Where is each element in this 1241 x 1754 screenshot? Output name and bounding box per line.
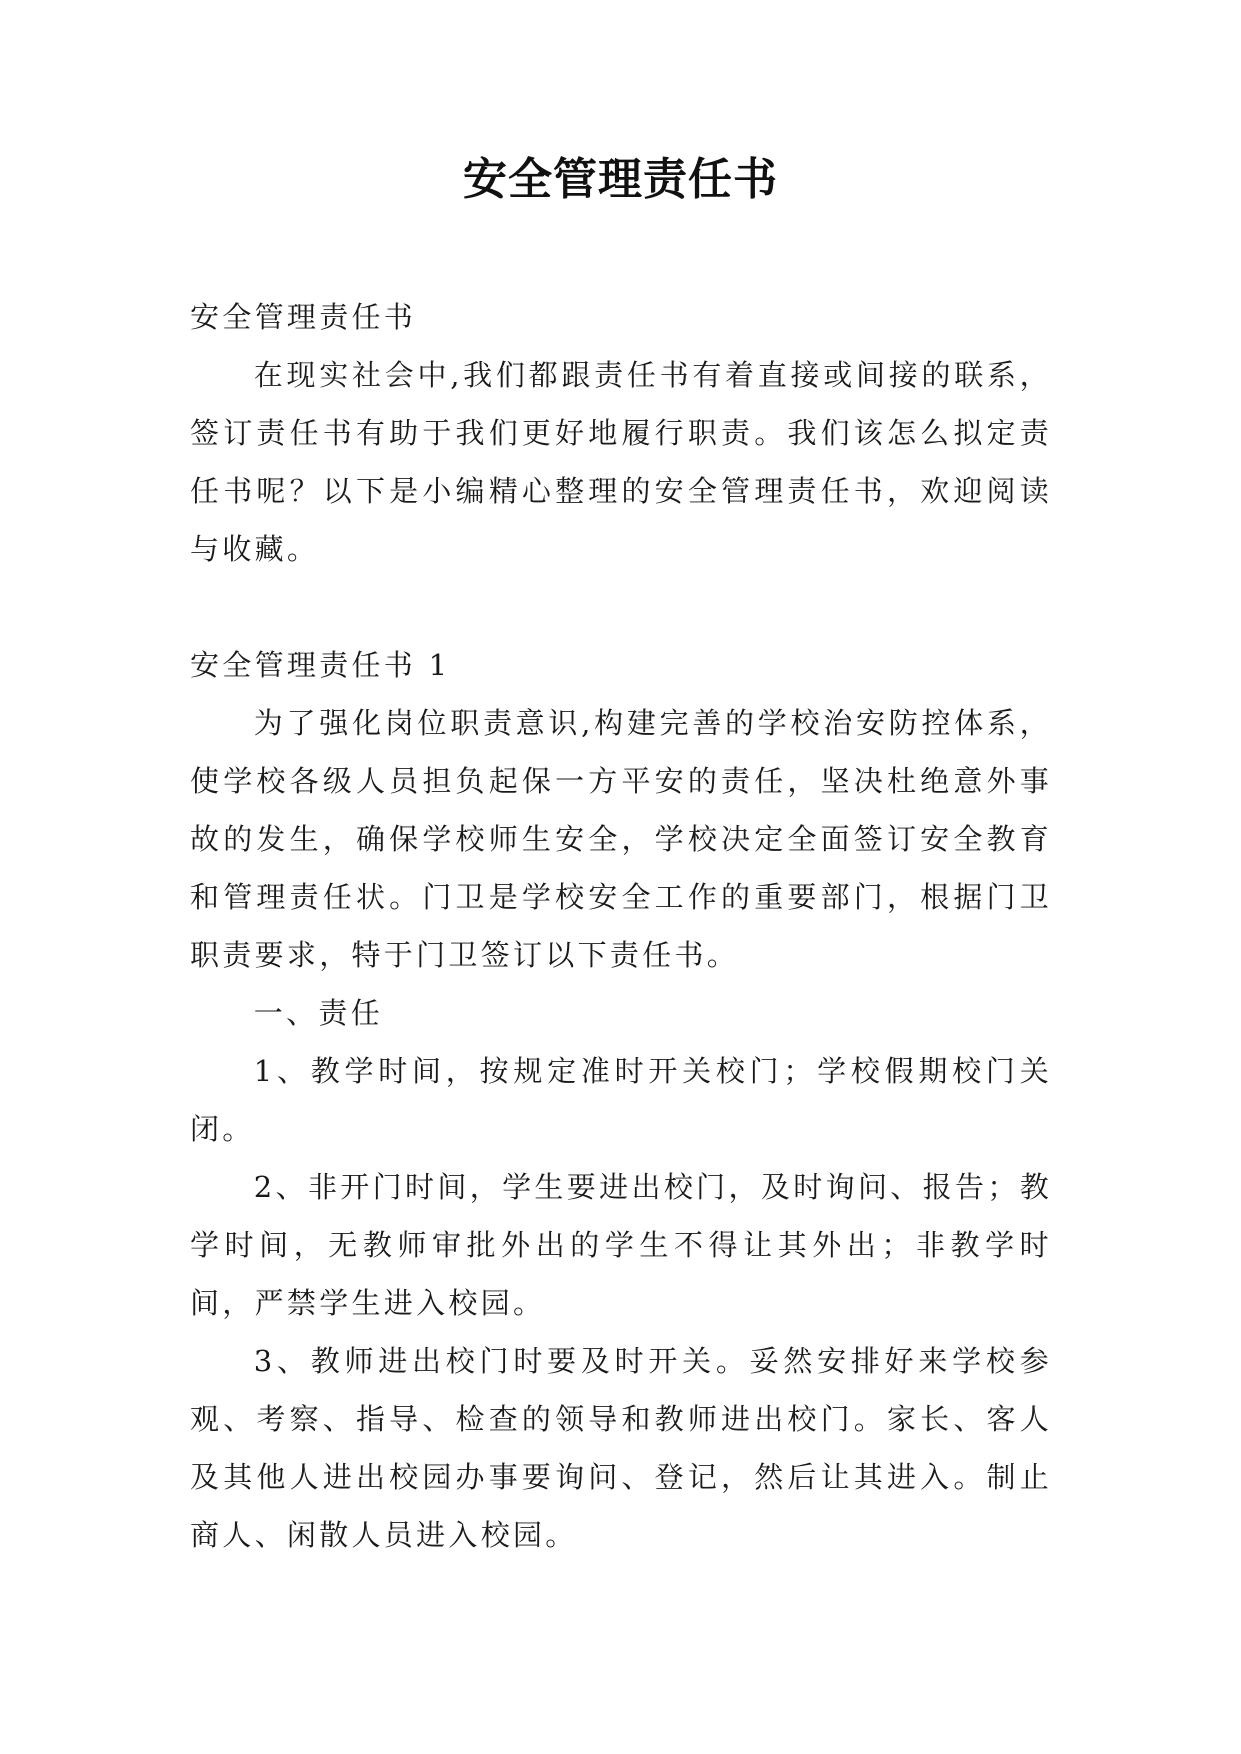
list-item-2: 2、非开门时间，学生要进出校门，及时询问、报告；教学时间，无教师审批外出的学生不得让其外出；非教学时间，严禁学生进入校园。 [190,1170,1052,1320]
document-body [190,288,1052,1564]
list-item-1: 1、教学时间，按规定准时开关校门；学校假期校门关闭。 [190,1054,1052,1146]
intro-paragraph: 在现实社会中,我们都跟责任书有着直接或间接的联系，签订责任书有助于我们更好地履行职责。我们该怎么拟定责任书呢？以下是小编精心整理的安全管理责任书，欢迎阅读与收藏。 [190,358,1052,566]
subtitle-line: 安全管理责任书 [190,300,417,334]
list-item-3: 3、教师进出校门时要及时开关。妥然安排好来学校参观、考察、指导、检查的领导和教师进出校门。家长、客人及其他人进出校园办事要询问、登记，然后让其进入。制止商人、闲散人员进入校园。 [190,1344,1052,1552]
document-title: 安全管理责任书 [463,154,778,205]
section-paragraph: 为了强化岗位职责意识,构建完善的学校治安防控体系，使学校各级人员担负起保一方平安的责任，坚决杜绝意外事故的发生，确保学校师生安全，学校决定全面签订安全教育和管理责任状。门卫是学校安全工作的重要部门，根据门卫职责要求，特于门卫签订以下责任书。 [190,706,1052,972]
paragraph-gap [190,578,1052,636]
responsibility-heading: 一、责任 [253,996,383,1030]
section-heading: 安全管理责任书 1 [190,648,451,682]
